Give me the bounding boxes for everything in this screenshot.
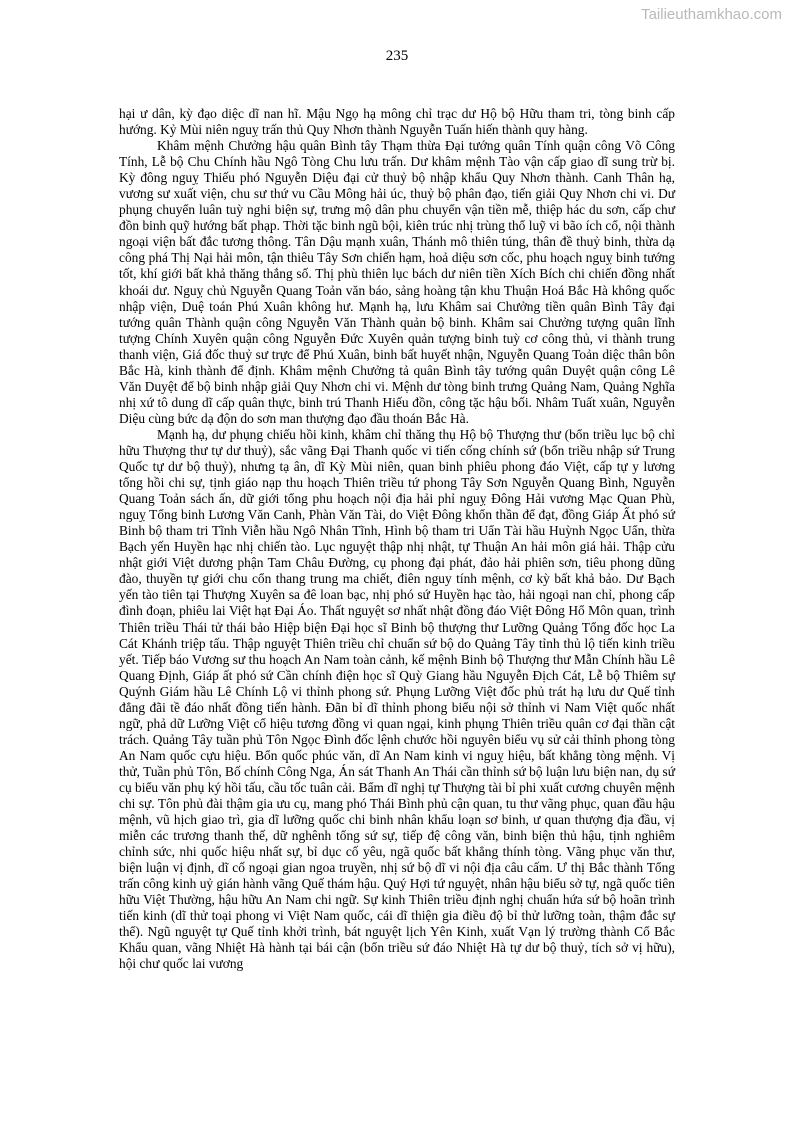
document-body bbox=[119, 106, 675, 973]
paragraph-continuation: hại ư dân, kỳ đạo diệc dĩ nan hĩ. Mậu Ngọ hạ mông chỉ trạc dư Hộ bộ Hữu tham tri, tòng binh cấp hướng. Kỷ Mùi niên nguỵ trấn thủ Quy Nhơn thành Nguyễn Tuấn hiến thành quy hàng. bbox=[119, 106, 675, 138]
paragraph: Mạnh hạ, dư phụng chiếu hồi kinh, khâm chỉ thăng thụ Hộ bộ Thượng thư (bổn triều lục bộ chỉ hữu Thượng thư tự dư thuỷ), sắc vãng Đại Thanh quốc vi tiến cống chính sứ (bổn triều nhập sứ Trung Quốc tự dư bộ thuỷ), nhưng tạ ân, dĩ Kỳ Mùi niên, quan binh phiêu phong đáo Việt, cấp tự y lương tổng hồi chi sự, tịnh giáo nạp thu hoạch Thiên triều tứ phong Tây Sơn Nguyễn Quang Bình, Nguyễn Quang Toản sách ấn, dữ giới tổng phu hoạch nội địa hải phỉ nguỵ Đông Hải vương Mạc Quan Phù, nguỵ Tổng binh Lương Văn Canh, Phàn Văn Tài, do Việt Đông khổn thần để đạt, đồng Giáp Ất phó sứ Binh bộ tham tri Tĩnh Viễn hầu Ngô Nhân Tĩnh, Hình bộ tham tri Uẩn Tài hầu Huỳnh Ngọc Uẩn, thừa Bạch yến Huyền hạc nhị chiến tào. Lục nguyệt thập nhị nhật, tự Thuận An hải môn giá hải. Thập cửu nhật giới Việt dương phận Tam Châu Đường, cụ phong đại phát, đảo hải phiên sơn, tiêu phong dũng đào, thuyền tự giới chu cổn thang trung ma chiết, điên nguy tính mệnh, cơ kỳ bất khả bảo. Dư Bạch yến tào tiên tại Thượng Xuyên sa đê loan bạc, nhị phó sứ Huyền hạc tào, hải ngoại nan chỉ, phong cấp đình đoạn, phiêu lai Việt hạt Đại Áo. Thất nguyệt sơ nhất nhật đồng đáo Việt Đông Hổ Môn quan, trình Thiên triều Thái tử thái bảo Hiệp biện Đại học sĩ Binh bộ thượng thư Lưỡng Quảng Tổng đốc học La Cát Khánh triệp tấu. Thập nguyệt Thiên triều chỉ chuẩn sứ bộ do Quảng Tây tỉnh thủ lộ tiến kinh triều yết. Tiếp báo Vương sư thu hoạch An Nam toàn cảnh, kế mệnh Binh bộ Thượng thư Mẫn Chính hầu Lê Quang Định, Giáp ất phó sứ Cần chính điện học sĩ Quỳ Giang hầu Nguyễn Địch Cát, Lễ bộ Thiêm sự Quýnh Giám hầu Lê Chính Lộ vi thỉnh phong sứ. Phụng Lưỡng Việt đốc phủ trát hạ lưu dư Quế tỉnh đẳng đãi tề đáo nhất đồng tiến hành. Đãn bỉ dĩ thỉnh phong biểu nội sở thỉnh vi Nam Việt quốc nhất ngữ, phả dữ Lưỡng Việt cổ hiệu tương đồng vi quan ngại, kinh phụng Thiên triều quân cơ đại thần cật trách. Quảng Tây tuần phủ Tôn Ngọc Đình đốc lệnh chước hồi nguyên biểu vụ sử cải thỉnh phong tòng An Nam quốc cựu hiệu. Bổn quốc phúc văn, dĩ An Nam kinh vi nguỵ hiệu, bất khẳng tòng mệnh. Vị thử, Tuần phủ Tôn, Bố chính Công Nga, Án sát Thanh An Thái cần thỉnh sứ bộ luận lưu biện nan, dụ sứ cụ biểu văn phụ ký hồi tấu, cầu tốc tuân cải. Bẩm dĩ nghị tự Thượng tài bỉ phi xuất cương chuyên mệnh chi sự. Tôn phủ đài thậm gia ưu cụ, mang phó Thái Bình phủ cận quan, tu thư vãng phục, quan đầu hậu mệnh, vũ hịch giao trì, gia dĩ lưỡng quốc chi binh nhân khẩu loạn sơ binh, ư quan thượng địa đầu, vị miễn các trương thanh thế, dữ nghênh tổng sứ sự, tiếp đệ công văn, binh biện thủ hậu, tịnh nghiêm chỉnh sức, nhi quốc hiệu nhất sự, bỉ dục cố yêu, ngã quốc bất khẳng thính tòng. Vãng phục văn thư, biện luận vị định, dĩ cố ngoại gian ngoa truyền, nhị sứ bộ dĩ vi nội địa câu cấm. Ư thị Bắc thành Tổng trấn công kinh uỷ gián hành vãng Quế thám hậu. Quý Hợi tứ nguyệt, nhân hậu biểu sở tự, ngã quốc tiên hữu Việt Thường, hậu hữu An Nam chi ngữ. Sự kinh Thiên triều định nghị chuẩn hứa sứ bộ hoãn trình tiến kinh (dĩ thử toại phong vi Việt Nam quốc, cái dĩ thiện gia điều độ bỉ thử lưỡng toàn, thậm đắc sự thể). Ngũ nguyệt tự Quế tỉnh khởi trình, bát nguyệt lịch Yên Kinh, xuất Vạn lý trường thành Cổ Bắc Khẩu quan, vãng Nhiệt Hà hành tại bái cận (bổn triều sứ đáo Nhiệt Hà tự dư bộ thuỷ, tích sở vị hữu), hội chư quốc lai vương bbox=[119, 426, 676, 972]
watermark-text: Tailieuthamkhao.com bbox=[641, 6, 782, 23]
page-number: 235 bbox=[385, 48, 409, 64]
paragraph: Khâm mệnh Chưởng hậu quân Bình tây Thạm thừa Đại tướng quân Tính quận công Võ Công Tính, Lễ bộ Chu Chính hầu Ngô Tòng Chu lưu trấn. Dư khâm mệnh Tào vận cấp giao dĩ sung trừ bị. Kỳ đông nguỵ Thiếu phó Nguyễn Diệu đại cử thuỷ bộ nhập khẩu Quy Nhơn thành. Canh Thân hạ, vương sư xuất viện, chu sư thứ vu Cầu Mông hải úc, thuỷ bộ phân đạo, tiến giải Quy Nhơn chi vi. Dư phụng chuyển luân tuỳ nghi biện sự, trưng mộ dân phu chuyển vận tiền mễ, thiệp hác du sơn, cấp chư đồn binh quỹ hướng bất phạp. Thời tặc binh ngũ bội, kiên trúc nhị trùng thổ luỹ vi bão ích cổ, nội thành ngoại viện bất đắc tương thông. Tân Dậu mạnh xuân, Thánh mô thiên túng, thân đề thuỷ binh, thừa dạ công phá Thị Nại hải môn, tận thiêu Tây Sơn chiến hạm, hoả diệu sơn cốc, phu hoạch nguỵ binh tướng tốt, khí giới bất khả thăng thắng số. Thị phù thiên lục bách dư niên tiền Xích Bích chi chiến đồng nhất khoái dư. Nguỵ chủ Nguyễn Quang Toản văn báo, sảng hoàng tận khu Thuận Hoá Bắc Hà không quốc nhập viện, Duệ toán Phú Xuân không hư. Mạnh hạ, lưu Khâm sai Chưởng tiền quân Bình Tây đại tướng quân Thành quận công Nguyễn Văn Thành quản bộ binh. Khâm sai Chưởng tượng quân lĩnh tượng Chính Xuyên quận công Nguyễn Đức Xuyên quản tượng binh tuỳ cơ công thủ, vi thành trung thanh viện, Giá đốc thuỷ sư trực để Phú Xuân, binh bất huyết nhận, Nguyễn Quang Toản diệc thân bôn Bắc Hà, kinh thành để định. Khâm mệnh Chưởng tả quân Bình tây tướng quân Duyệt quận công Lê Văn Duyệt để bộ binh nhập giải Quy Nhơn chi vi. Mệnh dư tòng binh trưng Quảng Nam, Quảng Nghĩa nhị xứ tô dung dĩ cấp quân thực, binh trú Thanh Hiếu đồn, công tặc hậu bối. Nhâm Tuất xuân, Nguyễn Diệu cùng bức dạ độn do sơn man thượng đạo đầu thoán Bắc Hà. bbox=[119, 138, 675, 426]
